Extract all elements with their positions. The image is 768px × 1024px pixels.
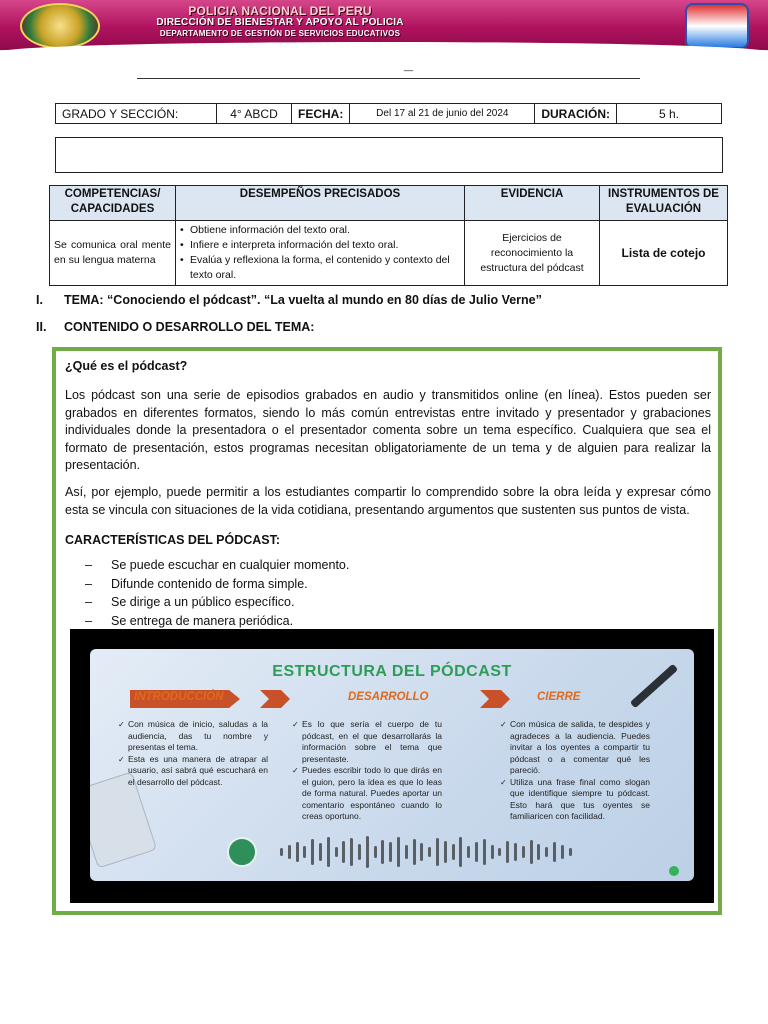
wave-bar — [342, 841, 345, 863]
header-institution: POLICIA NACIONAL DEL PERU — [188, 4, 372, 18]
infographic-title: ESTRUCTURA DEL PÓDCAST — [272, 663, 512, 680]
title-line — [137, 78, 640, 79]
wave-bar — [350, 838, 353, 866]
wave-bar — [491, 845, 494, 859]
features-heading: CARACTERÍSTICAS DEL PÓDCAST: — [65, 533, 281, 547]
wave-bar — [296, 842, 299, 862]
wave-bar — [475, 842, 478, 862]
duracion-value: 5 h. — [617, 104, 722, 124]
wave-bar — [553, 842, 556, 862]
grado-label: GRADO Y SECCIÓN: — [56, 104, 217, 124]
sound-wave-icon — [280, 835, 580, 869]
header-banner — [0, 0, 768, 52]
wave-bar — [569, 848, 572, 856]
wave-bar — [483, 839, 486, 865]
desempeno-item: • Infiere e interpreta información del texto oral. — [190, 238, 460, 253]
wave-bar — [436, 838, 439, 866]
wave-bar — [467, 846, 470, 858]
wave-bar — [530, 840, 533, 864]
title-mark: _ — [404, 56, 413, 73]
wave-bar — [397, 837, 400, 867]
competencia-cell: Se comunica oral mente en su lengua materna — [50, 221, 176, 286]
wave-bar — [319, 843, 322, 861]
header-department: DEPARTAMENTO DE GESTIÓN DE SERVICIOS EDUCATIVOS — [159, 29, 401, 38]
wave-bar — [428, 847, 431, 857]
section-number: I. — [36, 293, 43, 307]
header-direction: DIRECCIÓN DE BIENESTAR Y APOYO AL POLICIA — [156, 17, 404, 28]
wave-bar — [374, 846, 377, 858]
wave-bar — [405, 845, 408, 859]
header-instrumentos: INSTRUMENTOS DE EVALUACIÓN — [600, 186, 728, 221]
wave-bar — [537, 844, 540, 860]
desempenos-list — [180, 223, 460, 283]
column-heading-introduccion: INTRODUCCIÓN — [134, 691, 224, 703]
feature-item: – Difunde contenido de forma simple. — [85, 577, 349, 596]
header-desempenos: DESEMPEÑOS PRECISADOS — [176, 186, 465, 221]
wave-bar — [452, 844, 455, 860]
section-title: CONTENIDO O DESARROLLO DEL TEMA: — [64, 320, 315, 334]
content-panel — [52, 347, 722, 915]
arrow-segment — [480, 690, 510, 708]
question-heading: ¿Qué es el pódcast? — [65, 359, 188, 373]
check-item: ✓ Utiliza una frase final como slogan que identifique siempre tu pódcast. Esto hará que tus oyentes se familiaricen con facilidad. — [500, 777, 650, 823]
header-evidencia: EVIDENCIA — [465, 186, 600, 221]
wave-bar — [413, 839, 416, 865]
police-crest-logo — [20, 3, 100, 49]
wave-bar — [358, 844, 361, 860]
wave-bar — [498, 848, 501, 856]
paragraph-definition: Los pódcast son una serie de episodios grabados en audio y transmitidos online (en línea). Estos pueden ser grabados en diferentes formatos, siendo lo más común entrevistas entre invitado y presentador y grabaciones individuales donde la presentadora o el presentador comenta sobre un tema específico. Cualquiera que sea el formato de presentación, estos programas necesitan obligatoriamente de un tema y de alguien para realizar la presentación. — [65, 388, 711, 472]
desempenos-cell — [176, 221, 465, 286]
wave-bar — [514, 843, 517, 861]
column-heading-cierre: CIERRE — [537, 691, 581, 703]
wave-bar — [335, 847, 338, 857]
wave-bar — [381, 840, 384, 864]
wave-bar — [288, 845, 291, 859]
wave-bar — [420, 843, 423, 861]
wave-bar — [389, 842, 392, 862]
wave-bar — [366, 836, 369, 868]
column-desarrollo — [292, 719, 442, 823]
evidencia-cell: Ejercicios de reconocimiento la estructura del pódcast — [465, 221, 600, 286]
header-competencias: COMPETENCIAS/ CAPACIDADES — [50, 186, 176, 221]
features-list — [85, 558, 349, 632]
wave-bar — [545, 847, 548, 857]
brand-logo-icon — [669, 866, 679, 876]
section-title: TEMA: “Conociendo el pódcast”. “La vuelta al mundo en 80 días de Julio Verne” — [64, 293, 542, 307]
desempeno-item: • Obtiene información del texto oral. — [190, 223, 460, 238]
arrow-segment — [260, 690, 290, 708]
wave-bar — [280, 848, 283, 856]
grado-value: 4° ABCD — [217, 104, 292, 124]
wave-bar — [522, 846, 525, 858]
fecha-label: FECHA: — [292, 104, 350, 124]
wave-bar — [561, 845, 564, 859]
grade-info-table — [55, 103, 722, 124]
section-number: II. — [36, 320, 47, 334]
wave-bar — [311, 839, 314, 865]
check-item: ✓ Con música de inicio, saludas a la audiencia, das tu nombre y presentas el tema. — [118, 719, 268, 754]
feature-item: – Se puede escuchar en cualquier momento. — [85, 558, 349, 577]
column-introduccion — [118, 719, 268, 788]
check-item: ✓ Es lo que sería el cuerpo de tu pódcast, en el que desarrollarás la información sobre el tema que presentaste. — [292, 719, 442, 765]
wave-bar — [459, 837, 462, 867]
feature-item: – Se entrega de manera periódica. — [85, 614, 349, 633]
school-crest-logo — [685, 3, 749, 49]
competencias-table — [49, 185, 728, 286]
microphone-icon — [227, 837, 257, 867]
feature-item: – Se dirige a un público específico. — [85, 595, 349, 614]
wave-bar — [327, 837, 330, 867]
wave-bar — [506, 841, 509, 863]
desempeno-item: • Evalúa y reflexiona la forma, el contenido y contexto del texto oral. — [190, 253, 460, 283]
wave-bar — [303, 846, 306, 858]
empty-box — [55, 137, 723, 173]
check-item: ✓ Puedes escribir todo lo que dirás en el guion, pero la idea es que lo leas de forma natural. Puedes aportar un comentario espontáneo cuando lo creas oportuno. — [292, 765, 442, 823]
check-item: ✓ Esta es una manera de atrapar al usuario, así sabrá qué escuchará en el desarrollo del pódcast. — [118, 754, 268, 789]
paragraph-example: Así, por ejemplo, puede permitir a los estudiantes compartir lo comprendido sobre la obra leída y expresar cómo esta se vincula con situaciones de la vida cotidiana, presentando argumentos que sustenten sus puntos de vista. — [65, 485, 711, 517]
check-item: ✓ Con música de salida, te despides y agradeces a la audiencia. Puedes invitar a los oyentes a compartir tu pódcast o a comentar qué les pareció. — [500, 719, 650, 777]
duracion-label: DURACIÓN: — [535, 104, 617, 124]
fecha-value: Del 17 al 21 de junio del 2024 — [350, 104, 535, 124]
instrumento-cell: Lista de cotejo — [600, 221, 728, 286]
banner-wave — [0, 42, 768, 52]
wave-bar — [444, 841, 447, 863]
column-cierre — [500, 719, 650, 823]
column-heading-desarrollo: DESARROLLO — [348, 691, 429, 703]
podcast-structure-infographic — [70, 629, 714, 903]
infographic-card — [90, 649, 694, 881]
